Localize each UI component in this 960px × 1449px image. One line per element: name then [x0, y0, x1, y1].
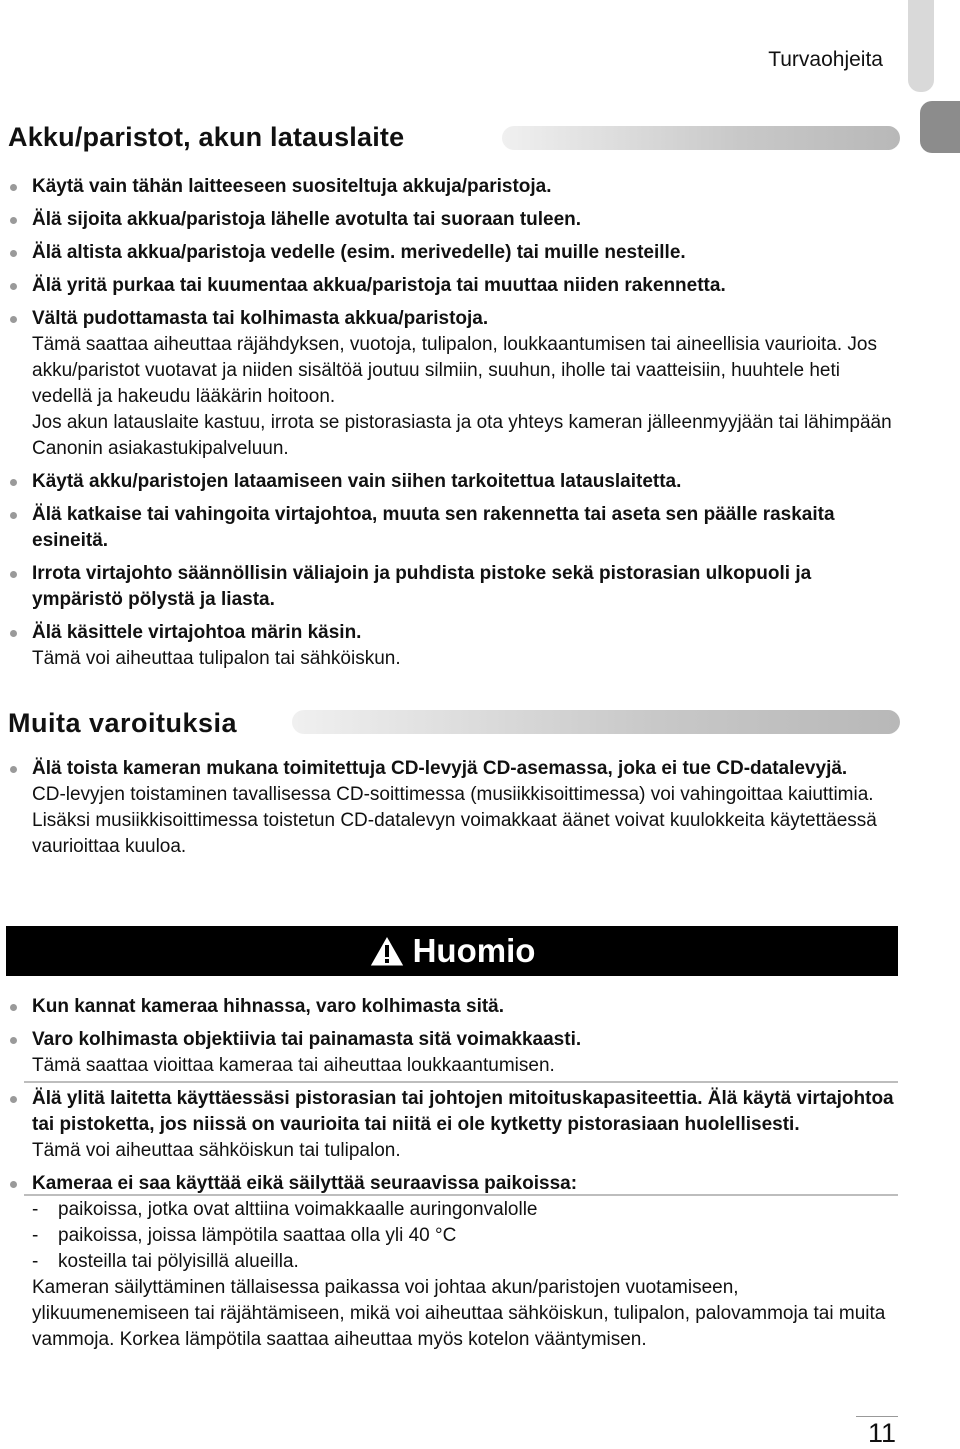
title-decoration-bar	[292, 710, 900, 734]
bullet-icon	[10, 512, 17, 519]
warning-triangle-icon	[369, 935, 405, 967]
list-item: Älä sijoita akkua/paristoja lähelle avotulta tai suoraan tuleen.	[8, 207, 898, 233]
list-item: Kameraa ei saa käyttää eikä säilyttää seuraavissa paikoissa: - paikoissa, jotka ovat alttiina voimakkaalle auringonvalolle - paikoissa, joissa lämpötila saattaa olla yli 40 °C - kosteilla tai pölyisillä alueilla. Kameran säilyttäminen tällaisessa paikassa voi johtaa akun/paristojen vuotamiseen, ylikuumenemiseen tai räjähtämiseen, mikä voi aiheuttaa sähköiskun, tulipalon, palovammoja tai muita vammoja. Korkea lämpötila saattaa aiheuttaa myös kotelon vääntymisen.	[8, 1171, 898, 1353]
caution-title: Huomio	[412, 932, 536, 969]
battery-list	[8, 174, 898, 679]
bullet-icon	[10, 479, 17, 486]
bullet-icon	[10, 1181, 17, 1188]
list-item: Älä katkaise tai vahingoita virtajohtoa, muuta sen rakennetta tai aseta sen päälle raskaita esineitä.	[8, 502, 898, 554]
list-item: Kun kannat kameraa hihnassa, varo kolhimasta sitä.	[8, 994, 898, 1020]
bullet-icon	[10, 250, 17, 257]
bullet-icon	[10, 630, 17, 637]
page-number: 11	[867, 1418, 896, 1448]
bullet-icon	[10, 1004, 17, 1011]
list-item: Älä altista akkua/paristoja vedelle (esim. merivedelle) tai muille nesteille.	[8, 240, 898, 266]
list-item: Vältä pudottamasta tai kolhimasta akkua/paristoja. Tämä saattaa aiheuttaa räjähdyksen, vuotoja, tulipalon, loukkaantumisen tai aineellisia vaurioita. Jos akku/paristot vuotavat ja niiden sisältöä joutuu silmiin, suuhun, iholle tai vaatteisiin, huuhtele heti vedellä ja hakeudu lääkärin hoitoon. Jos akun latauslaite kastuu, irrota se pistorasiasta ja ota yhteys kameran jälleenmyyjään tai lähimpään Canonin asiakastukipalveluun.	[8, 306, 898, 462]
sub-item: - paikoissa, joissa lämpötila saattaa olla yli 40 °C	[32, 1225, 457, 1246]
list-item: Älä ylitä laitetta käyttäessäsi pistorasian tai johtojen mitoituskapasiteettia. Älä käytä virtajohtoa tai pistoketta, jos niissä on vaurioita tai niitä ei ole kytketty pistorasiaan huolellisesti. Tämä voi aiheuttaa sähköiskun tai tulipalon.	[8, 1086, 898, 1164]
list-item: Älä toista kameran mukana toimitettuja CD-levyjä CD-asemassa, joka ei tue CD-datalevyjä. CD-levyjen toistaminen tavallisessa CD-soittimessa (musiikkisoittimessa) voi vahingoittaa kaiuttimia. Lisäksi musiikkisoittimessa toistetun CD-datalevyn voimakkaat äänet voivat kuulokkeita käytettäessä vaurioittaa kuuloa.	[8, 756, 898, 860]
page-number-rule	[856, 1416, 898, 1417]
item-divider	[24, 1081, 898, 1083]
caution-banner	[6, 926, 898, 976]
bullet-icon	[10, 283, 17, 290]
list-item: Älä käsittele virtajohtoa märin käsin. Tämä voi aiheuttaa tulipalon tai sähköiskun.	[8, 620, 898, 672]
bullet-icon	[10, 1096, 17, 1103]
bullet-icon	[10, 571, 17, 578]
chapter-tab-top	[908, 0, 934, 92]
other-warnings-list	[8, 756, 898, 867]
other-warnings-title: Muita varoituksia	[8, 708, 238, 738]
caution-list	[8, 994, 898, 1360]
battery-section-title: Akku/paristot, akun latauslaite	[8, 122, 405, 152]
list-item: Käytä akku/paristojen lataamiseen vain siihen tarkoitettua latauslaitetta.	[8, 469, 898, 495]
bullet-icon	[10, 766, 17, 773]
bullet-icon	[10, 184, 17, 191]
bullet-icon	[10, 217, 17, 224]
list-item: Käytä vain tähän laitteeseen suositeltuja akkuja/paristoja.	[8, 174, 898, 200]
sub-item: - paikoissa, jotka ovat alttiina voimakkaalle auringonvalolle	[32, 1199, 538, 1220]
sub-item: - kosteilla tai pölyisillä alueilla.	[32, 1251, 299, 1272]
bullet-icon	[10, 316, 17, 323]
item-divider	[24, 1194, 898, 1196]
list-item: Varo kolhimasta objektiivia tai painamasta sitä voimakkaasti. Tämä saattaa vioittaa kameraa tai aiheuttaa loukkaantumisen.	[8, 1027, 898, 1079]
section-label: Turvaohjeita	[768, 48, 883, 71]
list-item: Irrota virtajohto säännöllisin väliajoin ja puhdista pistoke sekä pistorasian ulkopuoli ja ympäristö pölystä ja liasta.	[8, 561, 898, 613]
chapter-tab-marker	[920, 101, 960, 153]
list-item: Älä yritä purkaa tai kuumentaa akkua/paristoja tai muuttaa niiden rakennetta.	[8, 273, 898, 299]
bullet-icon	[10, 1037, 17, 1044]
title-decoration-bar	[502, 126, 900, 150]
